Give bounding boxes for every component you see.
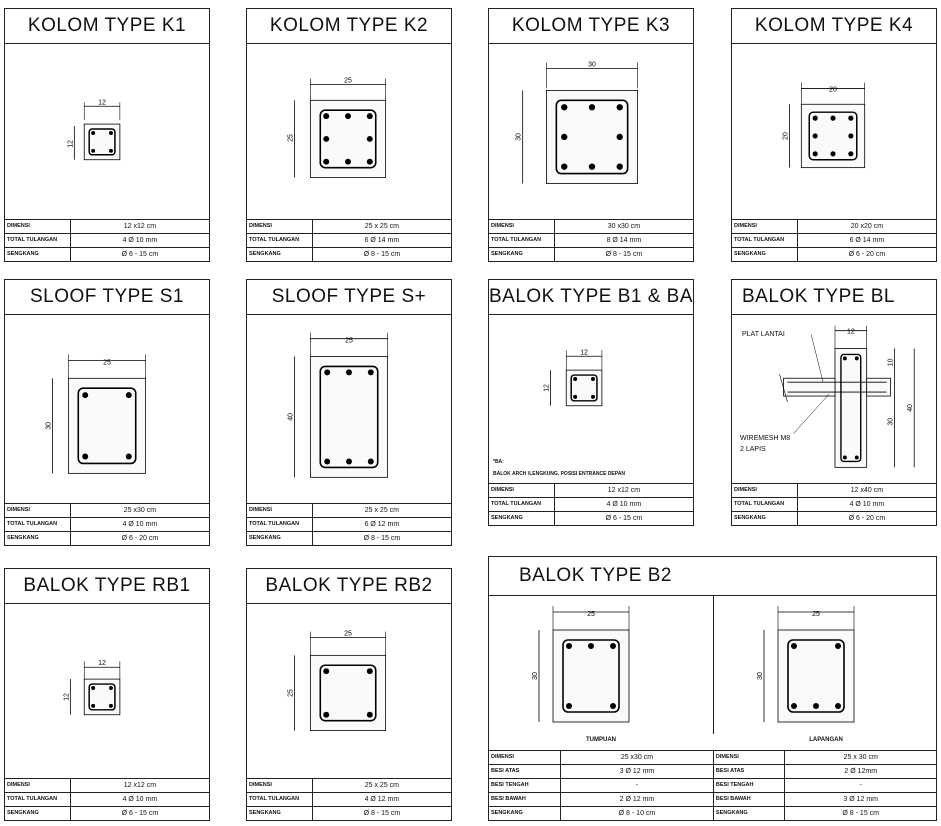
panel-kolom-k1 <box>4 8 210 262</box>
panel-balok-rb2 <box>246 568 452 821</box>
sloof-splus-section <box>247 316 451 501</box>
label-wiremesh-lapis: 2 LAPIS <box>740 446 766 453</box>
panel-title: BALOK TYPE B1 & BA <box>489 280 693 315</box>
dim-width-label: 20 <box>829 86 837 94</box>
dim-height-label: 20 <box>782 132 790 140</box>
panel-kolom-k2 <box>246 8 452 262</box>
panel-balok-b1-ba <box>488 279 694 526</box>
table-row: SENGKANG Ø 8 - 10 cm SENGKANG Ø 8 - 15 cm <box>489 807 936 821</box>
table-row: BESI ATAS 3 Ø 12 mm BESI ATAS 2 Ø 12mm <box>489 765 936 779</box>
dim-height-label: 12 <box>543 384 551 392</box>
table-row: DIMENSI 20 x20 cm <box>732 220 936 234</box>
table-row: SENGKANG Ø 8 - 15 cm <box>247 532 451 546</box>
label-plat-lantai: PLAT LANTAI <box>742 331 785 338</box>
section-drawing-lapangan <box>714 596 938 734</box>
table-row: SENGKANG Ø 8 - 15 cm <box>247 248 451 262</box>
kolom-k2-section <box>247 44 451 219</box>
panel-title: BALOK TYPE BL <box>732 280 936 315</box>
panel-sloof-splus <box>246 279 452 546</box>
spec-table <box>5 778 209 820</box>
section-drawing <box>247 44 451 219</box>
table-row: DIMENSI 12 x12 cm <box>489 484 693 498</box>
table-row: DIMENSI 25 x 25 cm <box>247 220 451 234</box>
caption-lapangan: LAPANGAN <box>809 737 843 743</box>
balok-b2-tumpuan-section <box>489 596 713 734</box>
table-row: SENGKANG Ø 6 - 15 cm <box>489 512 693 526</box>
table-row: SENGKANG Ø 6 - 20 cm <box>732 512 936 526</box>
panel-balok-bl <box>731 279 937 526</box>
dim-height-label: 12 <box>63 693 71 701</box>
balok-rb2-section <box>247 605 451 775</box>
table-row: TOTAL TULANGAN 6 Ø 14 mm <box>247 234 451 248</box>
spec-table <box>489 750 936 820</box>
table-row: BESI BAWAH 2 Ø 12 mm BESI BAWAH 3 Ø 12 mm <box>489 793 936 807</box>
dim-width-label: 12 <box>580 349 588 357</box>
panel-title: KOLOM TYPE K3 <box>489 9 693 44</box>
spec-table <box>5 219 209 261</box>
dim-height-label: 30 <box>757 672 764 680</box>
table-row: DIMENSI 12 x12 cm <box>5 220 209 234</box>
table-row: SENGKANG Ø 8 - 15 cm <box>247 807 451 821</box>
note-ba-label: *BA: <box>493 459 504 465</box>
dim-width-label: 25 <box>345 337 353 345</box>
section-drawing <box>5 44 209 219</box>
spec-table <box>732 219 936 261</box>
panel-title: BALOK TYPE RB2 <box>247 569 451 604</box>
dim-width-label: 25 <box>344 77 352 85</box>
balok-bl-section <box>732 316 936 486</box>
dim-height-label: 40 <box>287 413 295 421</box>
table-row: BESI TENGAH - BESI TENGAH - <box>489 779 936 793</box>
section-drawing <box>489 316 693 446</box>
table-row: SENGKANG Ø 6 - 15 cm <box>5 807 209 821</box>
spec-table <box>732 483 936 525</box>
section-drawing <box>732 316 936 486</box>
label-wiremesh: WIREMESH M8 <box>740 435 791 442</box>
section-drawing <box>5 605 209 775</box>
sloof-s1-section <box>5 316 209 501</box>
spec-table <box>5 503 209 545</box>
balok-rb1-section <box>5 605 209 775</box>
spec-table <box>247 503 451 545</box>
dim-height-label: 25 <box>287 134 295 142</box>
table-row: SENGKANG Ø 8 - 15 cm <box>489 248 693 262</box>
dim-width-label: 12 <box>98 660 106 668</box>
table-row: DIMENSI 25 x30 cm <box>5 504 209 518</box>
balok-b1-section <box>489 316 693 446</box>
caption-tumpuan: TUMPUAN <box>586 737 616 743</box>
panel-title: KOLOM TYPE K2 <box>247 9 451 44</box>
dim-width-label: 12 <box>98 99 106 107</box>
dim-top-label: 10 <box>887 358 895 367</box>
dim-bottom-label: 30 <box>887 417 895 426</box>
note-ba-description: BALOK ARCH /LENGKUNG, POSISI ENTRANCE DEPAN <box>493 471 625 477</box>
table-row: TOTAL TULANGAN 6 Ø 14 mm <box>732 234 936 248</box>
table-row: DIMENSI 25 x 25 cm <box>247 779 451 793</box>
dim-height-label: 30 <box>532 672 539 680</box>
table-row: DIMENSI 25 x 25 cm <box>247 504 451 518</box>
spec-table <box>247 778 451 820</box>
table-row: SENGKANG Ø 6 - 20 cm <box>732 248 936 262</box>
dim-height-label: 25 <box>287 689 295 697</box>
section-drawing <box>247 605 451 775</box>
dim-width-label: 12 <box>846 328 855 336</box>
spec-table <box>489 219 693 261</box>
section-drawing <box>247 316 451 501</box>
panel-kolom-k3 <box>488 8 694 262</box>
panel-title: BALOK TYPE RB1 <box>5 569 209 604</box>
dim-width-label: 30 <box>588 61 596 69</box>
table-row: TOTAL TULANGAN 4 Ø 10 mm <box>489 498 693 512</box>
panel-title: SLOOF TYPE S1 <box>5 280 209 315</box>
table-row: TOTAL TULANGAN 4 Ø 10 mm <box>5 793 209 807</box>
panel-title: SLOOF TYPE S+ <box>247 280 451 315</box>
section-drawing <box>5 316 209 501</box>
section-drawing <box>489 44 693 219</box>
table-row: TOTAL TULANGAN 6 Ø 12 mm <box>247 518 451 532</box>
panel-title: KOLOM TYPE K4 <box>732 9 936 44</box>
balok-b2-lapangan-section <box>714 596 938 734</box>
spec-table <box>489 483 693 525</box>
table-row: TOTAL TULANGAN 4 Ø 10 mm <box>732 498 936 512</box>
table-row: SENGKANG Ø 6 - 15 cm <box>5 248 209 262</box>
kolom-k4-section <box>732 44 936 219</box>
kolom-k3-section <box>489 44 693 219</box>
table-row: DIMENSI 25 x30 cm DIMENSI 25 x 30 cm <box>489 751 936 765</box>
dim-height-label: 30 <box>515 133 523 141</box>
table-row: DIMENSI 12 x40 cm <box>732 484 936 498</box>
table-row: TOTAL TULANGAN 4 Ø 10 mm <box>5 518 209 532</box>
dim-width-label: 25 <box>344 630 352 638</box>
dim-height-label: 30 <box>45 421 53 430</box>
panel-kolom-k4 <box>731 8 937 262</box>
section-drawing-tumpuan <box>489 596 714 734</box>
dim-width-label: 25 <box>812 611 820 618</box>
table-row: TOTAL TULANGAN 8 Ø 14 mm <box>489 234 693 248</box>
panel-balok-b2 <box>488 556 937 821</box>
spec-table <box>247 219 451 261</box>
table-row: TOTAL TULANGAN 4 Ø 12 mm <box>247 793 451 807</box>
panel-title: KOLOM TYPE K1 <box>5 9 209 44</box>
table-row: SENGKANG Ø 6 - 20 cm <box>5 532 209 546</box>
panel-title: BALOK TYPE B2 <box>489 557 936 596</box>
dim-width-label: 25 <box>587 611 595 618</box>
dim-total-label: 40 <box>907 404 915 412</box>
section-drawing <box>732 44 936 219</box>
dim-height-label: 12 <box>67 140 75 148</box>
table-row: DIMENSI 12 x12 cm <box>5 779 209 793</box>
panel-balok-rb1 <box>4 568 210 821</box>
panel-sloof-s1 <box>4 279 210 546</box>
table-row: DIMENSI 30 x30 cm <box>489 220 693 234</box>
kolom-k1-section <box>5 44 209 219</box>
dim-width-label: 25 <box>103 359 111 367</box>
table-row: TOTAL TULANGAN 4 Ø 10 mm <box>5 234 209 248</box>
